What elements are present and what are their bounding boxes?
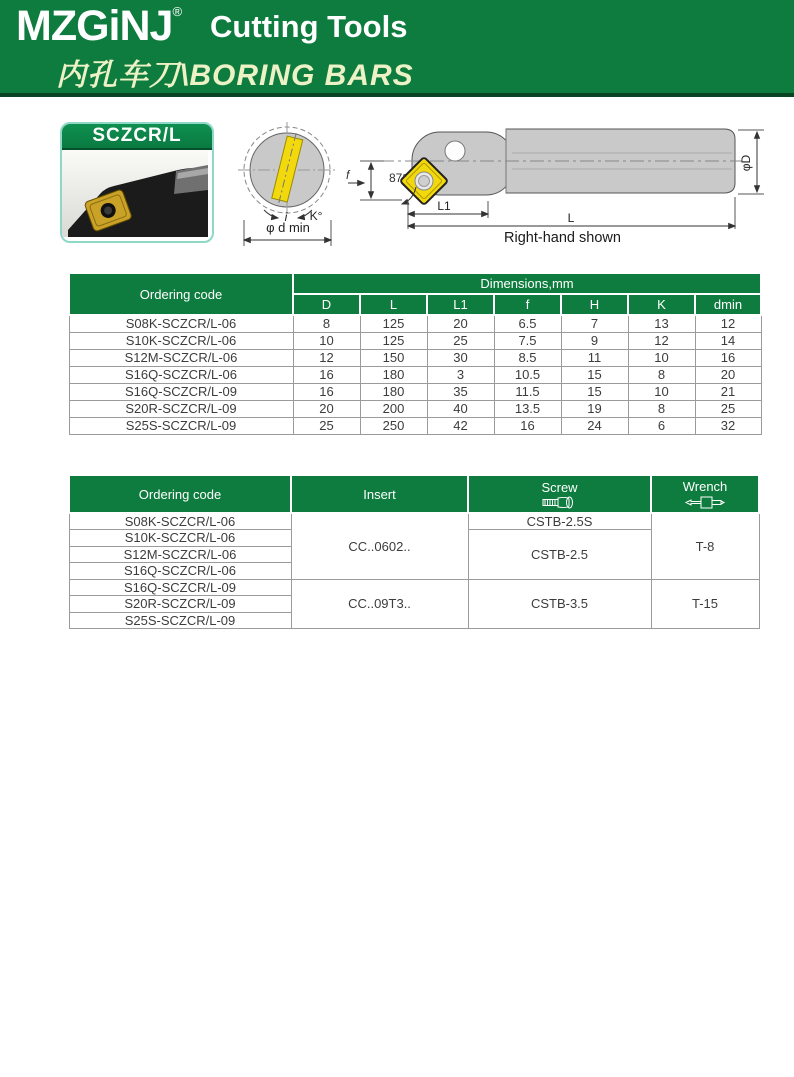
ordering-code: S08K-SCZCR/L-06 (69, 513, 291, 530)
f-label: f (346, 168, 350, 182)
value-L: 125 (360, 332, 427, 349)
brand-logo: MZGiNJ (16, 2, 173, 50)
value-L: 200 (360, 400, 427, 417)
ordering-code: S25S-SCZCR/L-09 (69, 417, 293, 434)
ordering-code: S16Q-SCZCR/L-09 (69, 383, 293, 400)
value-D: 20 (293, 400, 360, 417)
value-L: 250 (360, 417, 427, 434)
brand-line (16, 1, 407, 51)
ordering-code: S16Q-SCZCR/L-09 (69, 579, 291, 596)
ordering-code: S10K-SCZCR/L-06 (69, 530, 291, 547)
ordering-code: S12M-SCZCR/L-06 (69, 349, 293, 366)
col-header-L1: L1 (427, 294, 494, 315)
table-row (69, 513, 759, 530)
clamp-hole (445, 141, 465, 161)
col-header-dmin: dmin (695, 294, 761, 315)
value-L: 125 (360, 315, 427, 332)
ordering-code: S12M-SCZCR/L-06 (69, 546, 291, 563)
page-header (0, 0, 794, 97)
registered-mark: ® (172, 4, 183, 19)
product-model-label: SCZCR/L (62, 124, 212, 150)
col-header-screw (468, 475, 651, 513)
value-f: 13.5 (494, 400, 561, 417)
wrench-icon (684, 495, 726, 510)
table-row (69, 383, 761, 400)
screw-icon (542, 496, 578, 509)
table-row (69, 315, 761, 332)
value-dmin: 20 (695, 366, 761, 383)
product-photo (62, 150, 208, 237)
screw-code: CSTB-2.5S (468, 513, 651, 530)
ordering-code: S16Q-SCZCR/L-06 (69, 563, 291, 580)
l1-label: L1 (437, 199, 451, 213)
page-title: 内孔车刀\BORING BARS (56, 59, 414, 92)
value-D: 25 (293, 417, 360, 434)
col-header-K: K (628, 294, 695, 315)
col-header-f: f (494, 294, 561, 315)
table-row (69, 349, 761, 366)
ordering-code: S20R-SCZCR/L-09 (69, 400, 293, 417)
ordering-code: S20R-SCZCR/L-09 (69, 596, 291, 613)
value-K: 10 (628, 383, 695, 400)
inclination-label: i (284, 210, 288, 224)
tip-angle-label: 87° (389, 171, 408, 185)
table-row (69, 417, 761, 434)
col-header-ordering-code: Ordering code (69, 273, 293, 315)
screw-code: CSTB-2.5 (468, 530, 651, 580)
table-row (69, 332, 761, 349)
dimensions-table (68, 272, 762, 435)
table-row (69, 400, 761, 417)
value-L1: 30 (427, 349, 494, 366)
col-header-L: L (360, 294, 427, 315)
insert-code: CC..0602.. (291, 513, 468, 579)
k-angle-label: K° (309, 209, 323, 223)
value-f: 8.5 (494, 349, 561, 366)
d-label: φD (739, 154, 753, 172)
col-group-dimensions: Dimensions,mm (293, 273, 761, 294)
value-H: 24 (561, 417, 628, 434)
view-caption: Right-hand shown (504, 230, 621, 246)
value-dmin: 25 (695, 400, 761, 417)
value-L1: 35 (427, 383, 494, 400)
screw-header-label: Screw (541, 479, 578, 495)
ordering-code: S10K-SCZCR/L-06 (69, 332, 293, 349)
value-D: 16 (293, 366, 360, 383)
side-view-diagram (340, 125, 770, 235)
screw-code: CSTB-3.5 (468, 579, 651, 629)
product-line-title: Cutting Tools (210, 9, 408, 44)
value-f: 10.5 (494, 366, 561, 383)
value-D: 12 (293, 349, 360, 366)
insert-code: CC..09T3.. (291, 579, 468, 629)
front-view-diagram (236, 120, 348, 248)
value-L1: 42 (427, 417, 494, 434)
wrench-code: T-15 (651, 579, 759, 629)
value-H: 7 (561, 315, 628, 332)
col-header-ordering-code: Ordering code (69, 475, 291, 513)
value-dmin: 12 (695, 315, 761, 332)
value-L1: 25 (427, 332, 494, 349)
value-f: 7.5 (494, 332, 561, 349)
value-L: 150 (360, 349, 427, 366)
value-K: 8 (628, 400, 695, 417)
value-K: 8 (628, 366, 695, 383)
value-D: 8 (293, 315, 360, 332)
dmin-label: φ d min (266, 220, 310, 235)
value-L: 180 (360, 383, 427, 400)
value-f: 11.5 (494, 383, 561, 400)
value-f: 16 (494, 417, 561, 434)
value-dmin: 21 (695, 383, 761, 400)
ordering-code: S25S-SCZCR/L-09 (69, 612, 291, 629)
wrench-header-label: Wrench (682, 478, 728, 494)
value-dmin: 14 (695, 332, 761, 349)
table-row (69, 579, 759, 596)
col-header-H: H (561, 294, 628, 315)
value-D: 16 (293, 383, 360, 400)
value-K: 6 (628, 417, 695, 434)
value-H: 11 (561, 349, 628, 366)
value-L1: 20 (427, 315, 494, 332)
wrench-code: T-8 (651, 513, 759, 579)
product-card (60, 122, 214, 243)
l-label: L (567, 211, 575, 225)
accessories-table (68, 474, 760, 629)
value-L: 180 (360, 366, 427, 383)
value-dmin: 32 (695, 417, 761, 434)
ordering-code: S08K-SCZCR/L-06 (69, 315, 293, 332)
value-f: 6.5 (494, 315, 561, 332)
value-L1: 3 (427, 366, 494, 383)
col-header-wrench (651, 475, 759, 513)
value-K: 10 (628, 349, 695, 366)
ordering-code: S16Q-SCZCR/L-06 (69, 366, 293, 383)
value-L1: 40 (427, 400, 494, 417)
value-K: 13 (628, 315, 695, 332)
value-H: 15 (561, 383, 628, 400)
value-D: 10 (293, 332, 360, 349)
col-header-insert: Insert (291, 475, 468, 513)
value-H: 15 (561, 366, 628, 383)
value-K: 12 (628, 332, 695, 349)
table-row (69, 366, 761, 383)
col-header-D: D (293, 294, 360, 315)
value-dmin: 16 (695, 349, 761, 366)
value-H: 19 (561, 400, 628, 417)
value-H: 9 (561, 332, 628, 349)
